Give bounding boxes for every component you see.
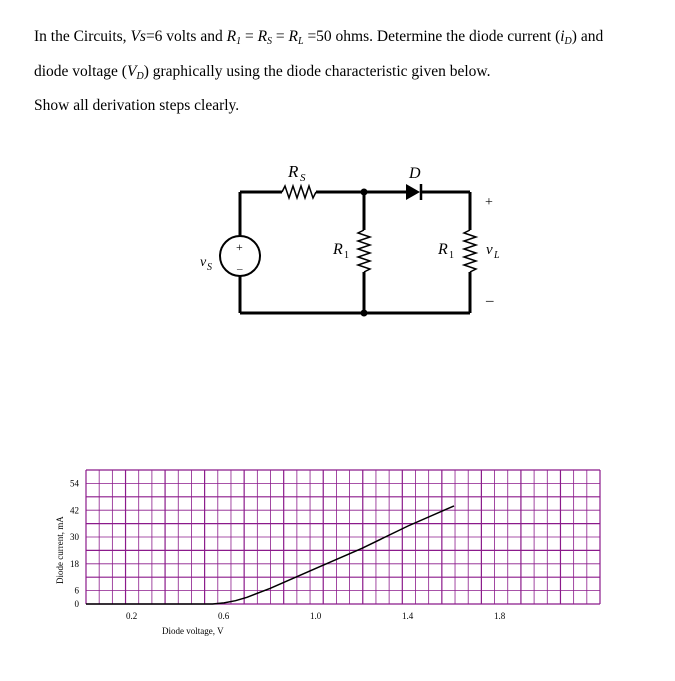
rl-resistor	[464, 230, 476, 272]
r1-variable: R	[226, 28, 237, 45]
diode-symbol	[406, 184, 420, 200]
chart-x-tick-labels	[126, 611, 506, 621]
r1-subscript: 1	[236, 36, 242, 47]
rs-label: R	[288, 162, 299, 181]
x-tick-label: 0.2	[126, 611, 138, 621]
x-tick-label: 1.8	[494, 611, 506, 621]
source-plus-sign: +	[236, 240, 243, 254]
rs-label-subscript: S	[300, 172, 306, 184]
problem-line-3: Show all derivation steps clearly.	[34, 97, 240, 114]
rl-subscript: L	[298, 36, 304, 47]
diode-label: D	[409, 165, 421, 182]
vs-label: v	[200, 255, 207, 270]
rl-variable: R	[288, 28, 298, 45]
r1-label-subscript: 1	[344, 250, 349, 261]
vl-minus-sign: –	[486, 293, 494, 309]
vd-subscript: D	[136, 71, 144, 82]
junction-top	[361, 189, 368, 196]
problem-text-segment: diode voltage (	[34, 63, 127, 80]
diode-characteristic-chart	[55, 470, 600, 636]
id-subscript: D	[564, 36, 572, 47]
chart-x-axis-label: Diode voltage, V	[162, 626, 224, 636]
y-tick-label: 42	[70, 505, 79, 516]
junction-bottom	[361, 310, 368, 317]
problem-text-segment: ) and	[571, 28, 604, 45]
x-tick-label: 1.0	[310, 611, 322, 621]
vl-label-subscript: L	[494, 250, 500, 261]
vl-plus-sign: +	[485, 195, 493, 210]
problem-text-segment: =6 volts and	[145, 28, 227, 45]
vs-variable: Vs	[130, 28, 146, 45]
x-tick-label: 0.6	[218, 611, 230, 621]
id-variable: i	[560, 28, 565, 45]
rs-subscript: S	[267, 36, 273, 47]
source-minus-sign: –	[237, 263, 243, 275]
vd-variable: V	[126, 63, 137, 80]
equals-sign: =	[272, 28, 289, 45]
vs-label-subscript: S	[207, 262, 212, 273]
chart-y-tick-labels	[70, 479, 80, 609]
problem-text-segment: In the Circuits,	[34, 28, 131, 45]
problem-text-segment: ) graphically using the diode characteristic given below.	[143, 63, 491, 80]
y-tick-label: 30	[70, 532, 79, 543]
problem-text-segment: =50 ohms. Determine the diode current (	[303, 28, 561, 45]
rl-label: R	[438, 241, 448, 258]
y-tick-label: 18	[70, 558, 79, 569]
x-tick-label: 1.4	[402, 611, 414, 621]
rs-resistor	[282, 186, 316, 198]
vl-label: v	[486, 242, 493, 258]
diode-curve-line	[86, 506, 454, 604]
chart-grid-horizontal	[86, 470, 600, 604]
y-tick-label: 6	[74, 585, 79, 596]
r1-label: R	[333, 241, 343, 258]
y-tick-label: 0	[74, 599, 79, 609]
chart-y-axis-label: Diode current, mA	[55, 516, 65, 584]
r1-resistor	[358, 230, 370, 272]
rl-label-subscript: 1	[449, 250, 454, 261]
rs-variable: R	[257, 28, 268, 45]
y-tick-label: 54	[70, 478, 79, 489]
equals-sign: =	[241, 28, 258, 45]
